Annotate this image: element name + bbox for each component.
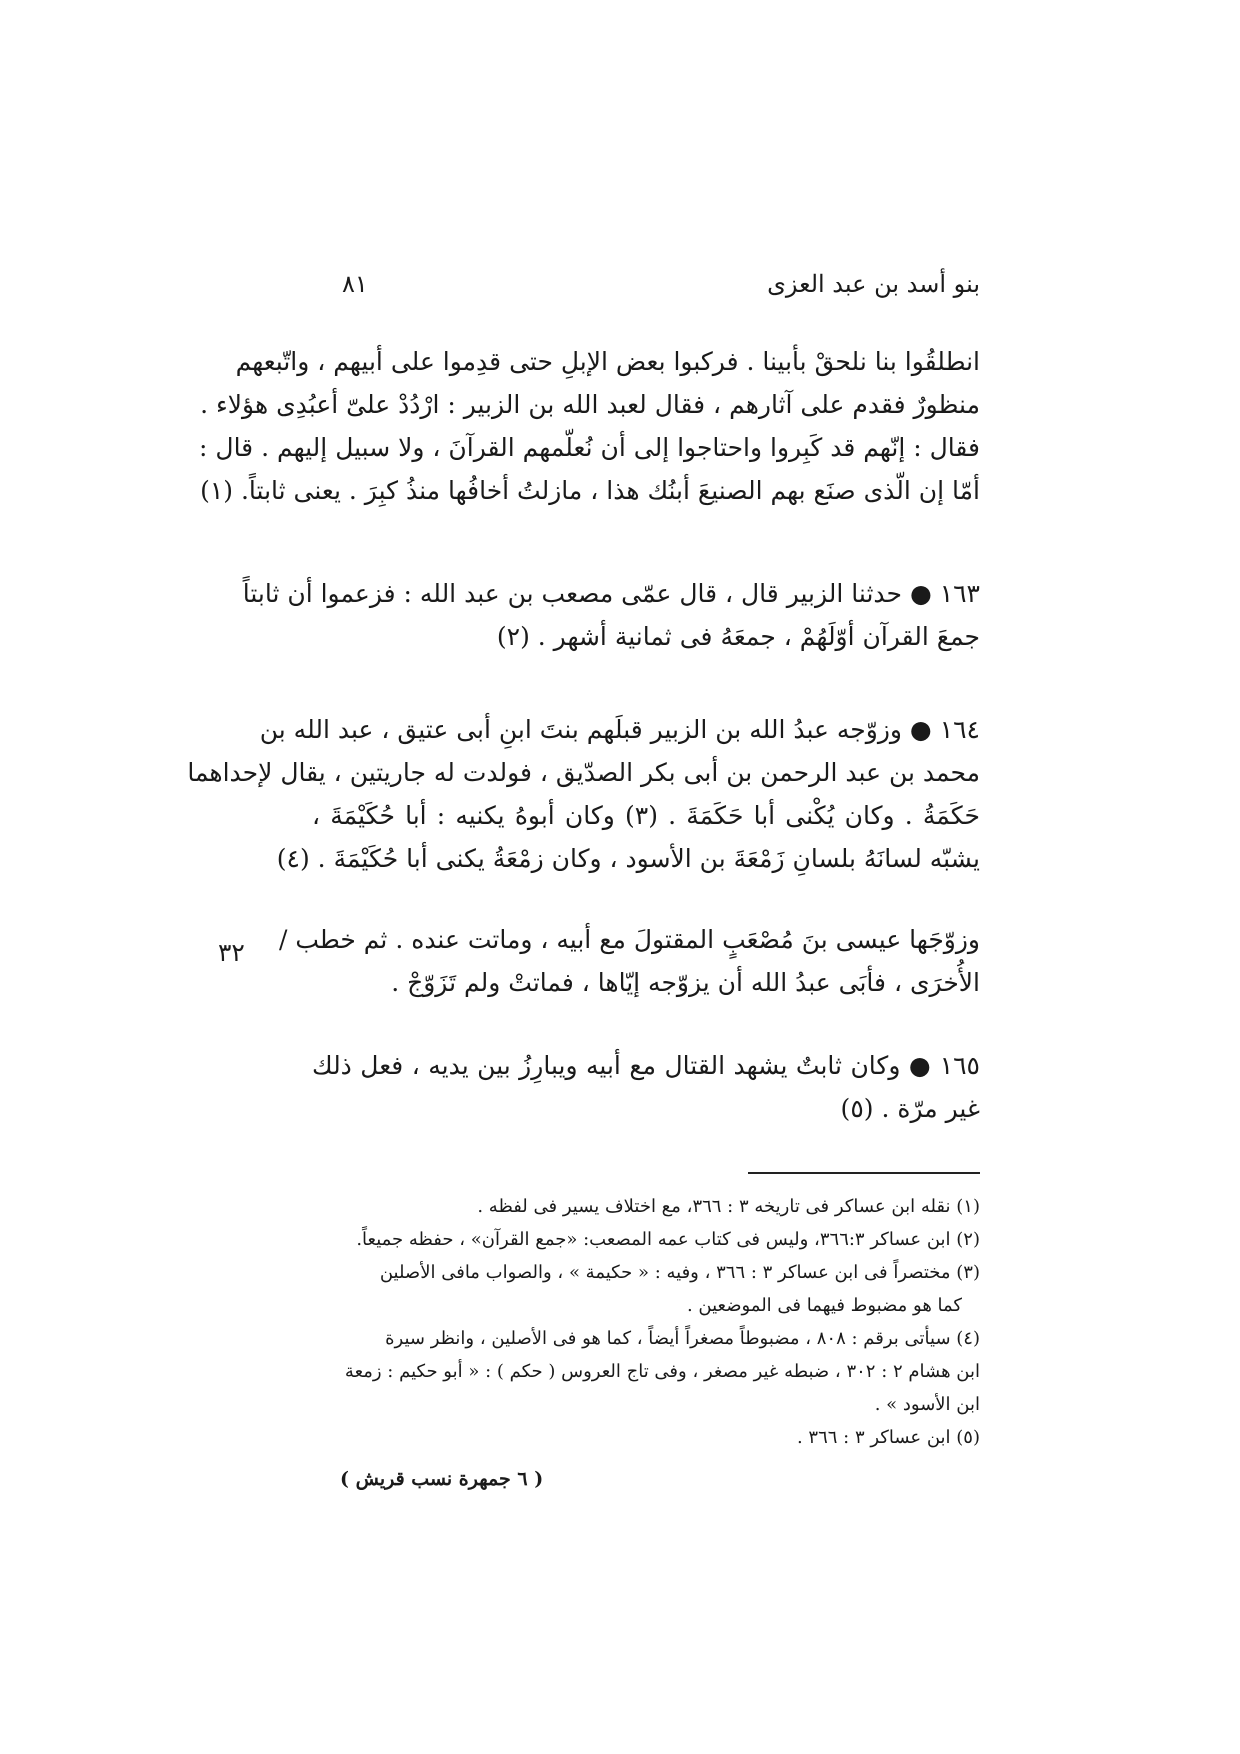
text-line: الأُخرَى ، فأبَى عبدُ الله أن يزوّجه إيّاها ، فماتتْ ولم تَزَوّجْ . — [391, 968, 980, 997]
footnote-4-continued: ابن هشام ٢ : ٣٠٢ ، ضبطه غير مصغر ، وفى تاج العروس ( حكم ) : « أبو حكيم : زمعة — [344, 1361, 980, 1382]
running-title: بنو أسد بن عبد العزى — [767, 270, 980, 298]
signature-mark: ( ٦ جمهرة نسب قريش ) — [340, 1468, 544, 1490]
paragraph-1 — [199, 340, 980, 512]
text-line: محمد بن عبد الرحمن بن أبى بكر الصدّيق ، فولدت له جاريتين ، يقال لإحداهما — [187, 758, 980, 787]
footnote-2: (٢) ابن عساكر ٣٦٦:٣، وليس فى كتاب عمه المصعب: «جمع القرآن» ، حفظه جميعاً. — [356, 1229, 980, 1250]
text-line: منظورٌ فقدم على آثارهم ، فقال لعبد الله بن الزبير : ارْدُدْ علىّ أعبُدِى هؤلاء . — [200, 390, 980, 419]
footnote-5: (٥) ابن عساكر ٣ : ٣٦٦ . — [796, 1427, 980, 1448]
margin-page-number: ٣٢ — [218, 938, 245, 967]
text-line: جمعَ القرآن أوّلَهُمْ ، جمعَهُ فى ثمانية أشهر . (٢) — [496, 622, 980, 651]
footnote-4: (٤) سيأتى برقم : ٨٠٨ ، مضبوطاً مصغراً أيضاً ، كما هو فى الأصلين ، وانظر سيرة — [385, 1328, 980, 1349]
text-line: غير مرّة . (٥) — [840, 1094, 980, 1123]
footnote-1: (١) نقله ابن عساكر فى تاريخه ٣ : ٣٦٦، مع اختلاف يسير فى لفظه . — [477, 1196, 980, 1217]
page-header — [330, 270, 980, 310]
text-line: وزوّجَها عيسى بنَ مُصْعَبٍ المقتولَ مع أبيه ، وماتت عنده . ثم خطب / — [278, 925, 980, 954]
page-number: ٨١ — [342, 270, 368, 298]
text-line: فقال : إنّهم قد كَبِروا واحتاجوا إلى أن نُعلّمهم القرآنَ ، ولا سبيل إليهم . قال : — [199, 433, 980, 462]
paragraph-marriage — [278, 918, 980, 1004]
text-line: ١٦٤ ● وزوّجه عبدُ الله بن الزبير قبلَهم بنتَ ابنِ أبى عتيق ، عبد الله بن — [259, 715, 980, 744]
text-line: انطلقُوا بنا نلحقْ بأبينا . فركبوا بعض الإبلِ حتى قدِموا على أبيهم ، واتّبعهم — [235, 347, 980, 376]
text-line: يشبّه لسانَهُ بلسانِ زَمْعَةَ بن الأسود ، وكان زمْعَةُ يكنى أبا حُكَيْمَةَ . (٤) — [276, 844, 980, 873]
paragraph-163 — [242, 572, 980, 658]
footnote-divider — [748, 1172, 980, 1174]
footnote-3: (٣) مختصراً فى ابن عساكر ٣ : ٣٦٦ ، وفيه : « حكيمة » ، والصواب مافى الأصلين — [379, 1262, 980, 1283]
footnote-3-continued: كما هو مضبوط فيهما فى الموضعين . — [686, 1295, 962, 1316]
paragraph-165 — [312, 1044, 980, 1130]
text-line: ١٦٥ ● وكان ثابتٌ يشهد القتال مع أبيه ويبارِزُ بين يديه ، فعل ذلك — [312, 1051, 980, 1080]
text-line: ١٦٣ ● حدثنا الزبير قال ، قال عمّى مصعب بن عبد الله : فزعموا أن ثابتاً — [242, 579, 980, 608]
footnotes — [312, 1190, 980, 1454]
paragraph-164 — [187, 708, 980, 880]
footnote-4-continued: ابن الأسود » . — [874, 1394, 980, 1415]
text-line: أمّا إن الّذى صنَع بهم الصنيعَ أبنُك هذا ، مازلتُ أخافُها منذُ كبِرَ . يعنى ثابتاً. (١) — [200, 476, 980, 505]
text-line: حَكَمَةُ . وكان يُكْنى أبا حَكَمَةَ . (٣) وكان أبوهُ يكنيه : أبا حُكَيْمَةَ ، — [312, 801, 980, 830]
